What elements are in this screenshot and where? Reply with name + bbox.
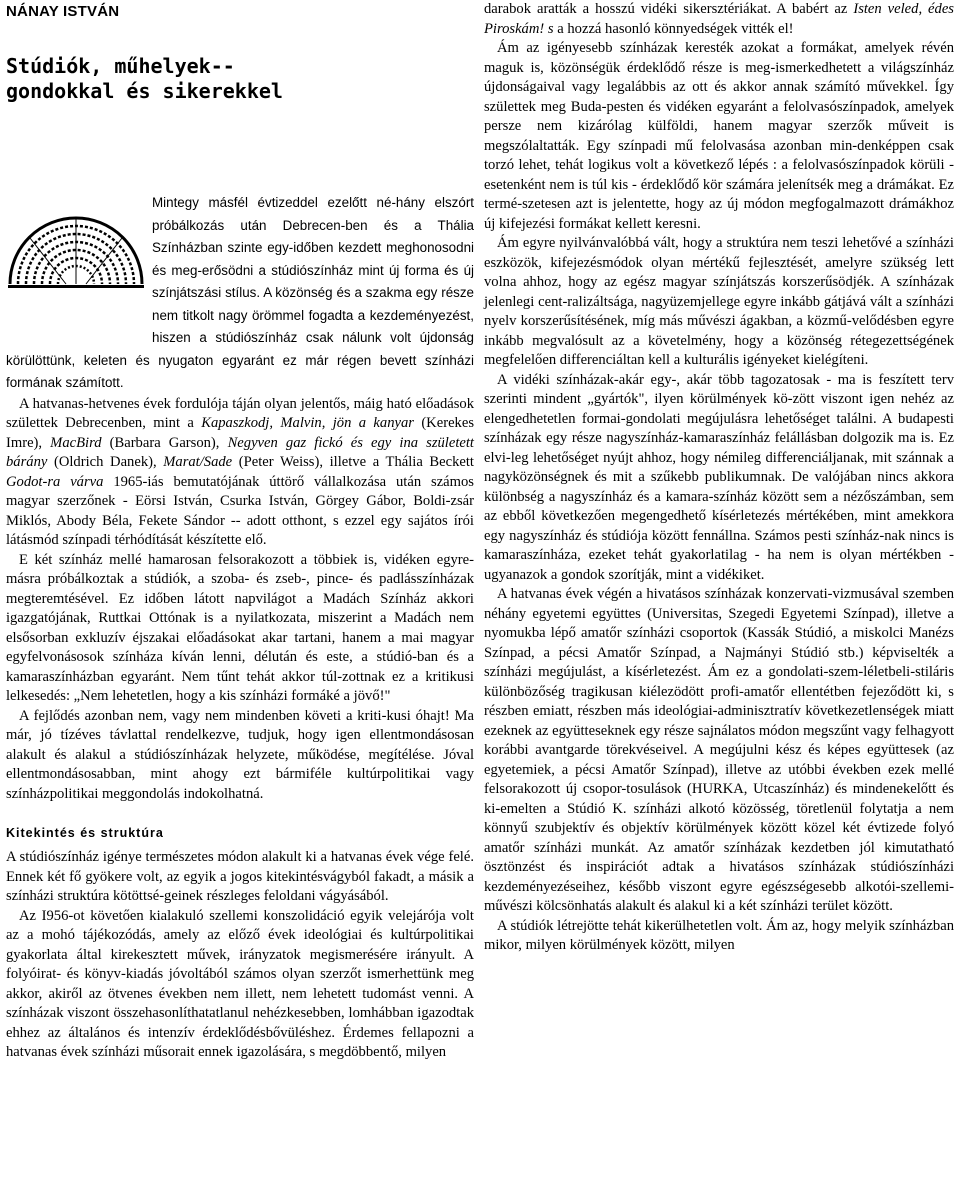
left-body: [6, 395, 474, 805]
paragraph: Az I956-ot követően kialakuló szellemi konszolidáció egyik velejárója volt az a mohó tájékozódás, amely az előző évek ideológiai és kultúrpolitikai gyakorlata által kirekesztett művek, irányzatok megismerésére irányult. A folyóirat- és könyv-kiadás jóvoltából számos olyan szerzőt ismerhettünk meg akkor, akiről az ötvenes években nem illett, nem lehetett tudomást venni. A színházak viszont összehasonlíthatatlanul nehézkesebben, lomhábban igazodtak ehhez az általános és intenzív érdeklődésbővüléshez. Érdemes fellapozni a hatvanas évek színházi műsorait ennek igazolására, s megdöbbentő, milyen: [6, 907, 474, 1060]
paragraph: Ám egyre nyilvánvalóbbá vált, hogy a struktúra nem teszi lehetővé a színházi eszközök, kifejezésmódok olyan mértékű fejlesztését, amelyre szükség lett volna ahhoz, hogy az egész magyar színjátszás korszerűsödjék. A színházak jelenlegi cent-ralizáltsága, nagyüzemjellege egyre inkább gátjává vált a színházi nyelv korszerűsítésének, míg más művészi ágakban, a közmű-velődésben egyre inkább megvalósult az a követelmény, hogy a közönség rétegezettségének megfelelően differenciáltan kell a kulturális igényeket kielégíteni.: [484, 235, 954, 368]
paragraph: darabok aratták a hosszú vidéki sikersztériákat. A babért az Isten veled, édes Piroskám! s a hozzá hasonló könnyedségek vitték el!: [484, 1, 954, 37]
auditorium-seating-figure: [6, 188, 146, 338]
left-body-2: [6, 848, 474, 1063]
paragraph: A stúdiók létrejötte tehát kikerülhetetlen volt. Ám az, hogy melyik színházban mikor, milyen körülmények között, milyen: [484, 917, 954, 953]
paragraph: A stúdiószínház igénye természetes módon alakult ki a hatvanas évek vége felé. Ennek két fő gyökere volt, az egyik a jogos kitekintésvágyból fakadt, a másik a színházi struktúra kötöttsé-geinek részleges feloldani vágyásából.: [6, 849, 474, 904]
right-body: [484, 0, 954, 956]
right-column: [484, 0, 954, 956]
paragraph: Ám az igényesebb színházak keresték azokat a formákat, amelyek révén maguk is, közönségük érdeklődő része is meg-ismerkedhetett a világszínház újdonságaival vagy legalábbis az ott és akkor annak számító művekkel. Így születtek meg Buda-pesten és vidéken egyaránt a felolvasószínpadok, amelyek persze nem kizárólag külföldi, hanem magyar szerzők műveit is megszólaltatták. Egy színpadi mű felolvasása azonban min-denképpen csak torzó lehet, tehát logikus volt a következő lépés : a felolvasószínpadok körüli - esetenként nem is túl kis - érdeklődő kör számára jelenítsék meg a drámákat. Ez termé-szetesen azt is jelentette, hogy az új módon megfogalmazott drámákhoz új kifejezési formákat kellett keresni.: [484, 40, 954, 232]
paragraph: A hatvanas-hetvenes évek fordulója táján olyan jelentős, máig ható előadások születtek Debrecenben, mint a Kapaszkodj, Malvin, jön a kanyar (Kerekes Imre), MacBird (Barbara Garson), Negyven gaz fickó és egy ina született bárány (Oldrich Danek), Marat/Sade (Peter Weiss), illetve a Thália Beckett Godot-ra várva 1965-iás bemutatójának úttörő vállalkozása után számos magyar szerzőnek - Eörsi István, Csurka István, Görgey Gábor, Boldi-zsár Miklós, Abody Béla, Fekete Sándor -- adott otthont, s ezzel egy sajátos írói látásmód színpadi térhódítását készítette elő.: [6, 395, 474, 548]
author-name: NÁNAY ISTVÁN: [6, 3, 120, 20]
paragraph: A hatvanas évek végén a hivatásos színházak konzervati-vizmusával szemben néhány egyetemi együttes (Universitas, Szegedi Egyetemi Színpad), illetve a nyomukba lépő amatőr színházi csoportok (Kassák Stúdió, a miskolci Manézs Színpad, a pécsi Amatőr Színpad, a Najmányi Stúdió stb.) képviselték a színházi megújulást, a kísérletezést. Ám ez a gondolati-szem-léletbeli-stiláris különbözőség tragikusan kiélezödött profi-amatőr ellentétben fejeződött ki, s részben emiatt, részben más ideológiai-adminisztratív következetlenségek miatt ezeknek az együtteseknek egy része sajnálatos módon megszűnt vagy felhagyott korábbi avantgarde törekvéseivel. A megújulni kész és képes együttesek (az egyetemiek, a pécsi Amatőr Színpad), illetve az utóbbi években ezek mellé felsorakozott új csopor-tosulások (HURKA, Utcaszínház) és mindenekelőtt és ki-emelten a Stúdió K. színházi alkotó közösség, töretlenül folytatja a nem könnyű szubjektív és objektív körülmények között közel két évtizede folyó amatőr színházi munkát. Az amatőr színházak kezdetben jól kimutatható ösztönzést és inspirációt adtak a hivatásos színházak stúdiószínházi kezdeményezéseihez, később viszont egyre egészségesebb alkotói-szellemi- művészi kölcsönhatás alakult és alakul ki a két színházi terület között.: [484, 586, 954, 914]
paragraph: E két színház mellé hamarosan felsorakozott a többiek is, vidéken egyre-másra próbálkoztak a stúdiók, a szoba- és zseb-, pince- és padlásszínházak megteremtésével. Ez időben látott napvilágot a Madách Színház akkori igazgatójának, Ruttkai Ottónak is a nyilatkozata, miszerint a Madách nem elsősorban exkluzív éjszakai előadásokat akar tartani, hanem a mai magyar egyfelvonásosok színháza kíván lenni, délután és este, a stúdió-ban és a kamaraszínházban egyaránt. Nem tűnt tehát akkor túl-zottnak ez a kritikusi lelkesedés: „Nem lehetetlen, hogy a kis színházi formáké a jövő!": [6, 551, 474, 704]
section-heading: Kitekintés és struktúra: [6, 826, 164, 840]
title-line-1: Stúdiók, műhelyek--: [6, 54, 235, 78]
article-title: [6, 54, 474, 104]
title-line-2: gondokkal és sikerekkel: [6, 79, 283, 103]
intro-block: [6, 192, 474, 395]
left-column: [6, 0, 474, 1063]
paragraph: A vidéki színházak-akár egy-, akár több tagozatosak - ma is feszített terv szerinti mindent „gyártók", ilyen körülmények kö-zött viszont igen nehéz az elengedhetetlen formai-gondolati megújulásra lehetőséget találni. A budapesti színházak egy része nagyszínház-kamaraszínház felállásban dolgozik ma is. Ez elvi-leg lehetőséget nyújt ahhoz, hogy némileg differenciáljanak, mit szánnak a nagyközönségnek és mit a szűkebb publikumnak. De valójában nincs akkora különbség a nagyszínház és a kamara-színház között sem a nézőszámban, sem az ebből következően megengedhető kísérletezés mértékében, mint amekkora egy nagyszínház és stúdiója között fennállna. Számos pesti színház-nak nincs is kamaraszínháza, ezeket tehát gyakorlatilag - ha nem is olyan mértékben - ugyanazok a gondok szorítják, mint a vidékiket.: [484, 371, 954, 583]
intro-paragraph: Mintegy másfél évtizeddel ezelőtt né-hány elszórt próbálkozás után Debrecen-ben és a Thália Színházban szinte egy-időben kezdett meghonosodni és meg-erősödni a stúdiószínház mint új forma és új színjátszási stílus. A közönség és a szakma egy része nem titkolt nagy örömmel fogadta a kezdeményezést, hiszen a stúdiószínház csak nálunk volt újdonság körülöttünk, keleten és nyugaton egyaránt ez már régen bevett színházi formának számított.: [6, 195, 474, 390]
paragraph: A fejlődés azonban nem, vagy nem mindenben követi a kriti-kusi óhajt! Ma már, jó tízéves távlattal rendelkezve, tudjuk, hogy igen ellentmondásosan alakult és alakul a stúdiószínházak helyzete, működése, megítélése. Jóval ellentmondásosabban, mint ahogy ezt bármiféle kultúrpolitikai vagy színházpolitikai meggondolás indokolhatná.: [6, 707, 474, 802]
